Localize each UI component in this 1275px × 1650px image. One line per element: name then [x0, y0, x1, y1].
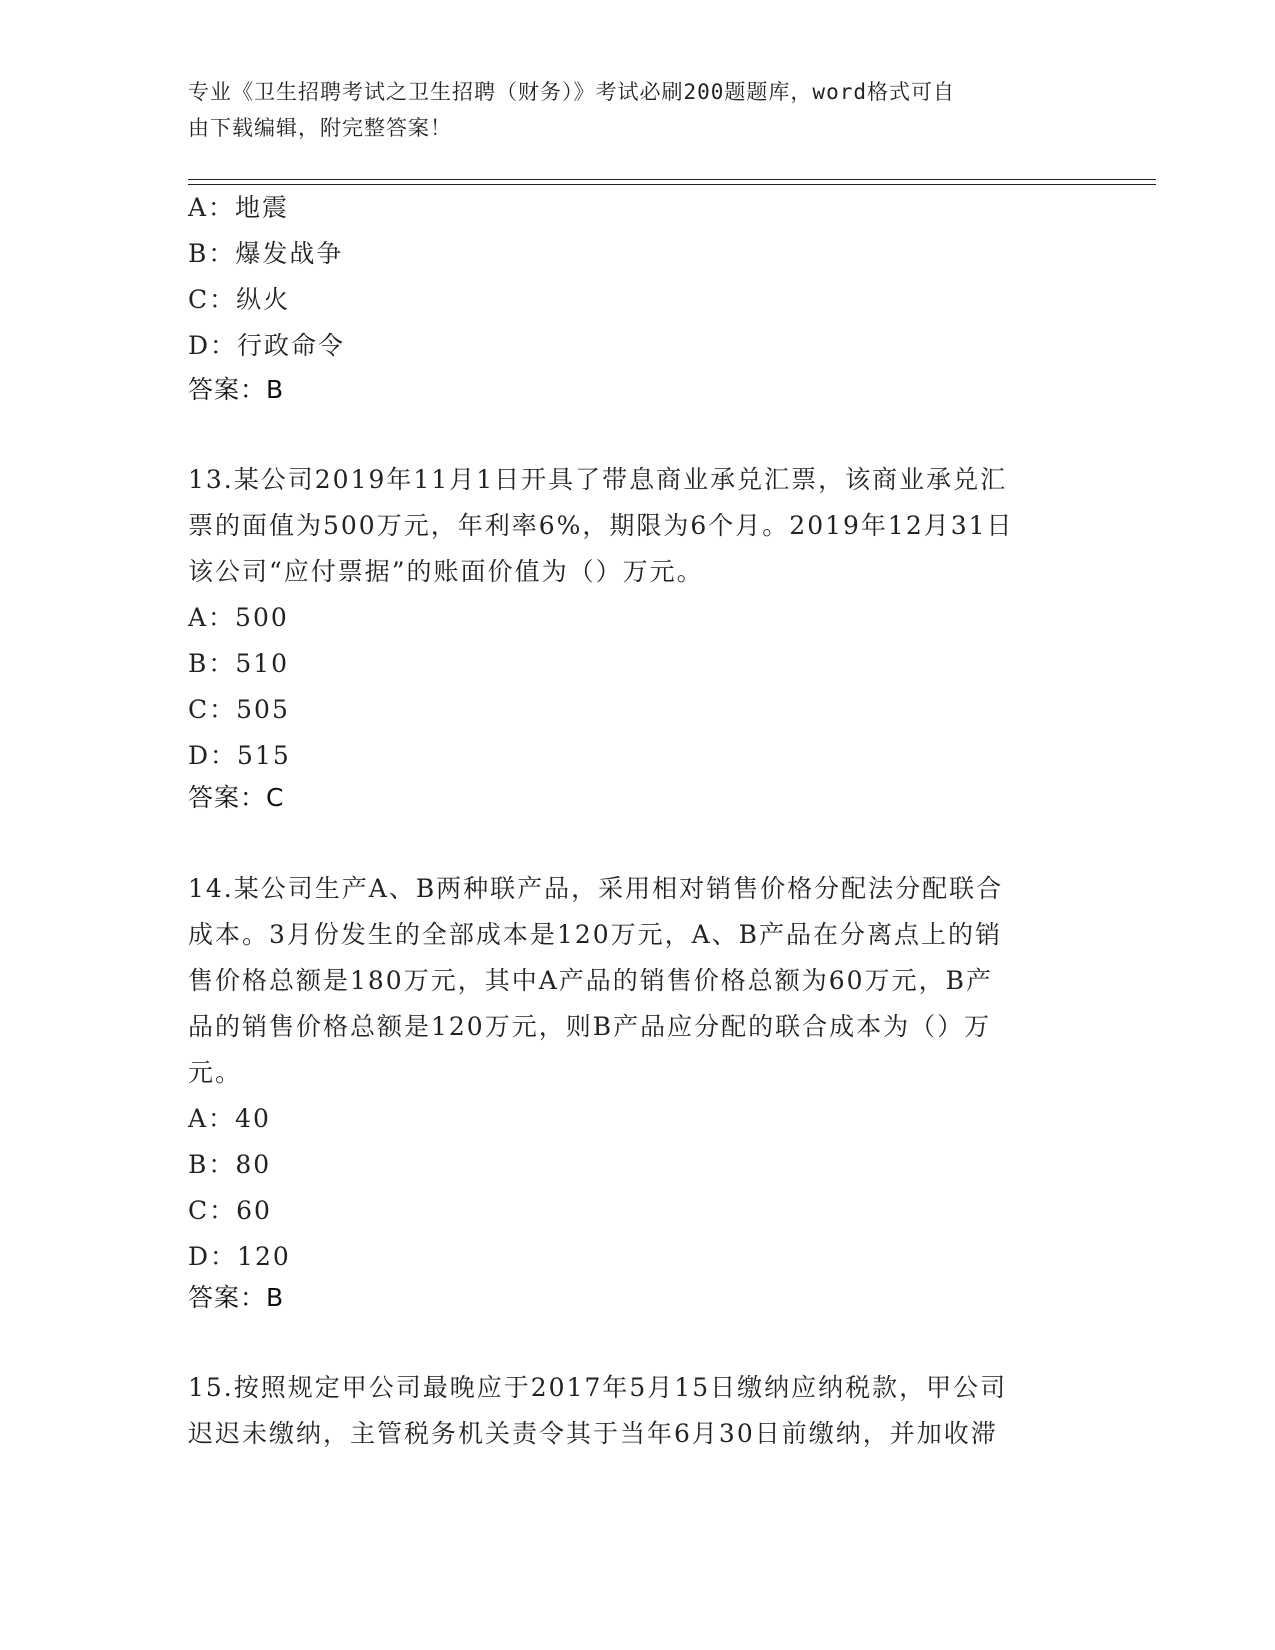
- option-c: C：60: [188, 1196, 272, 1225]
- question-14: [188, 866, 1088, 1280]
- option-b: B：510: [188, 649, 290, 678]
- question-12-answer: 答案：B: [188, 375, 285, 404]
- question-stem-line: 售价格总额是180万元，其中A产品的销售价格总额为60万元，B产: [188, 966, 993, 995]
- document-header: [188, 74, 1068, 146]
- question-14-answer: 答案：B: [188, 1283, 285, 1312]
- option-a: A：40: [188, 1104, 271, 1133]
- option-a: A：地震: [188, 193, 290, 222]
- header-rule-top: [188, 179, 1156, 180]
- question-stem-line: 15.按照规定甲公司最晚应于2017年5月15日缴纳应纳税款，甲公司: [188, 1373, 1008, 1402]
- header-line-1: 专业《卫生招聘考试之卫生招聘（财务）》考试必刷200题题库，word格式可自: [188, 80, 955, 104]
- question-13-answer: 答案：C: [188, 783, 285, 812]
- question-stem-line: 品的销售价格总额是120万元，则B产品应分配的联合成本为（）万: [188, 1012, 992, 1041]
- question-stem-line: 该公司“应付票据”的账面价值为（）万元。: [188, 557, 704, 586]
- option-d: D：515: [188, 741, 291, 770]
- question-stem-line: 成本。3月份发生的全部成本是120万元，A、B产品在分离点上的销: [188, 920, 1003, 949]
- question-13: [188, 457, 1088, 779]
- header-line-2: 由下载编辑，附完整答案！: [188, 116, 452, 140]
- question-stem-line: 元。: [188, 1058, 243, 1087]
- question-stem-line: 票的面值为500万元，年利率6%，期限为6个月。2019年12月31日: [188, 511, 1014, 540]
- option-a: A：500: [188, 603, 289, 632]
- question-stem-line: 迟迟未缴纳，主管税务机关责令其于当年6月30日前缴纳，并加收滞: [188, 1419, 998, 1448]
- option-b: B：80: [188, 1150, 272, 1179]
- question-stem-line: 13.某公司2019年11月1日开具了带息商业承兑汇票，该商业承兑汇: [188, 465, 1008, 494]
- option-c: C：505: [188, 695, 290, 724]
- option-d: D：120: [188, 1242, 291, 1271]
- option-b: B：爆发战争: [188, 239, 344, 268]
- option-c: C：纵火: [188, 285, 291, 314]
- option-d: D：行政命令: [188, 331, 346, 360]
- question-15: [188, 1365, 1088, 1457]
- question-12-options: [188, 185, 1088, 369]
- question-stem-line: 14.某公司生产A、B两种联产品，采用相对销售价格分配法分配联合: [188, 874, 1004, 903]
